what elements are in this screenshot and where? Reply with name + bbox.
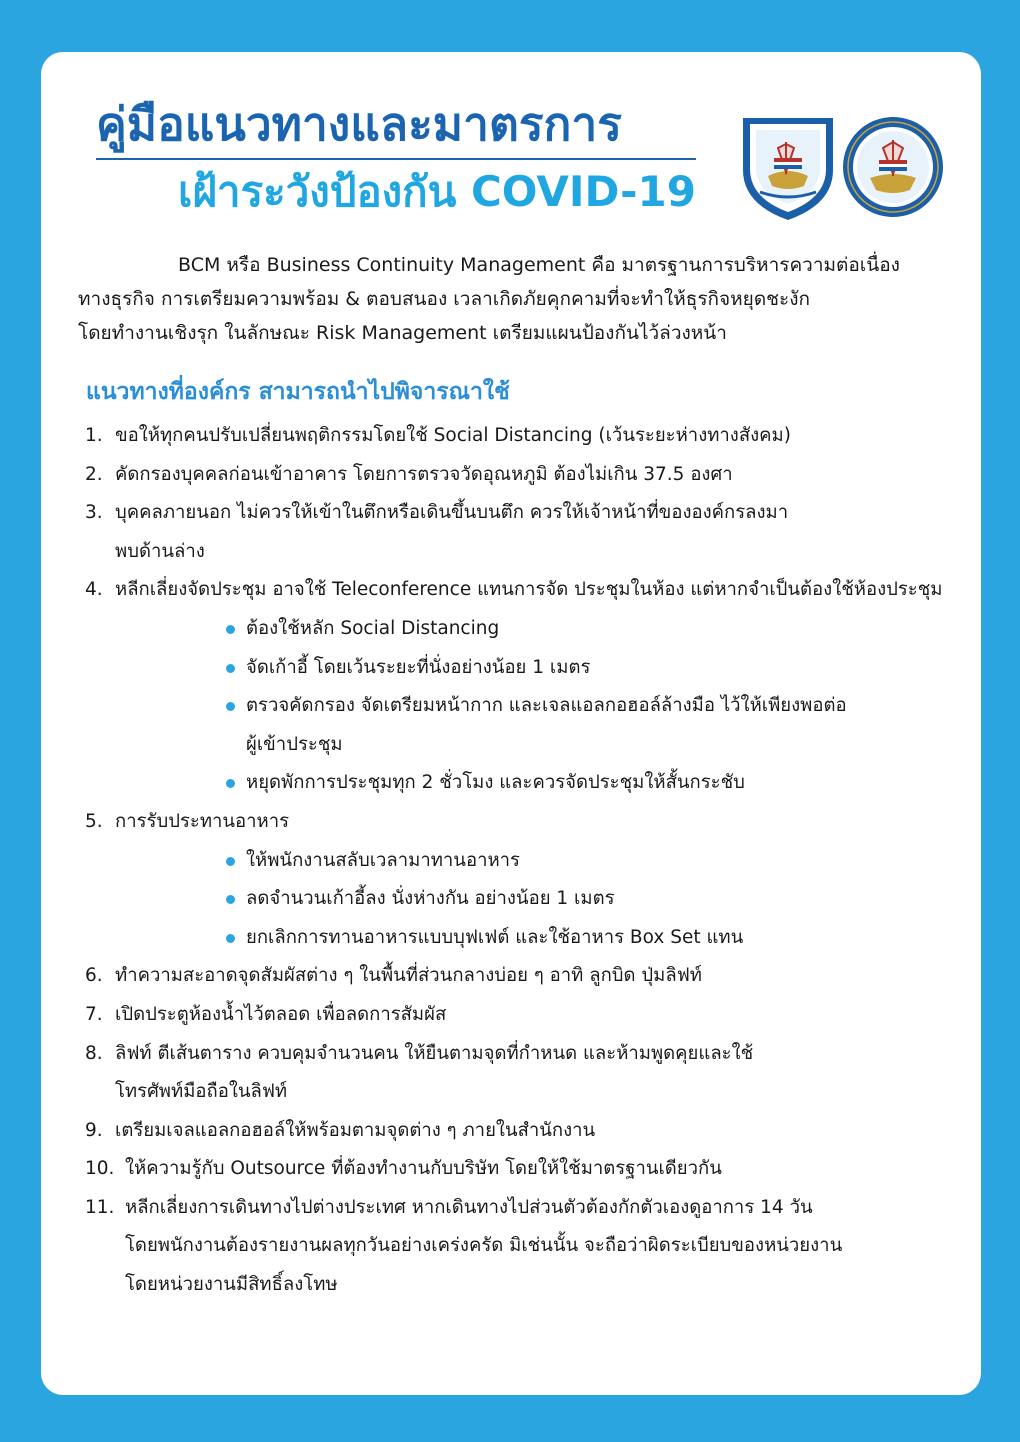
section-heading: แนวทางที่องค์กร สามารถนำไปพิจารณาใช้: [86, 379, 510, 405]
item-text: ขอให้ทุกคนปรับเปลี่ยนพฤติกรรมโดยใช้ Social Distancing (เว้นระยะห่างทางสังคม): [115, 425, 791, 446]
sub-title: เฝ้าระวังป้องกัน COVID-19: [178, 167, 696, 216]
bullet-dot-icon: [226, 895, 235, 904]
list-item: [85, 996, 985, 1035]
item-text-continued: โดยหน่วยงานมีสิทธิ์ลงโทษ: [125, 1274, 338, 1296]
item-number: 10.: [85, 1158, 115, 1180]
item-number: 1.: [85, 425, 103, 446]
list-item: [85, 1189, 985, 1305]
bullet-dot-icon: [226, 934, 235, 943]
item-number: 6.: [85, 965, 103, 987]
item-number: 9.: [85, 1119, 103, 1141]
list-item: [85, 417, 985, 456]
sub-item: [85, 687, 985, 764]
sub-item-text-continued: ผู้เข้าประชุม: [246, 733, 343, 755]
item-number: 11.: [85, 1196, 115, 1218]
sub-item: [85, 649, 985, 688]
item-text: คัดกรองบุคคลก่อนเข้าอาคาร โดยการตรวจวัดอุณหภูมิ ต้องไม่เกิน 37.5 องศา: [115, 463, 733, 485]
logo-group: [738, 112, 948, 222]
item-number: 5.: [85, 810, 103, 832]
item-text: ให้ความรู้กับ Outsource ที่ต้องทำงานกับบริษัท โดยให้ใช้มาตรฐานเดียวกัน: [125, 1158, 722, 1180]
list-item: [85, 456, 985, 495]
list-item: [85, 803, 985, 842]
board-of-trade-logo: [843, 117, 943, 217]
list-item: [85, 494, 985, 571]
item-text: เตรียมเจลแอลกอฮอล์ให้พร้อมตามจุดต่าง ๆ ภายในสำนักงาน: [115, 1119, 596, 1141]
item-text: การรับประทานอาหาร: [115, 810, 290, 832]
list-item: [85, 1035, 985, 1112]
sub-item: [85, 919, 985, 958]
logos-svg: [738, 112, 948, 222]
sub-item-text: หยุดพักการประชุมทุก 2 ชั่วโมง และควรจัดประชุมให้สั้นกระชับ: [246, 772, 745, 794]
bullet-dot-icon: [226, 664, 235, 673]
item-number: 4.: [85, 579, 103, 601]
sub-item-text: ให้พนักงานสลับเวลามาทานอาหาร: [246, 849, 520, 871]
item-text-continued: พบด้านล่าง: [115, 540, 205, 562]
item-text: บุคคลภายนอก ไม่ควรให้เข้าในตึกหรือเดินขึ้นบนตึก ควรให้เจ้าหน้าที่ขององค์กรลงมา: [115, 502, 789, 524]
item-text: ทำความสะอาดจุดสัมผัสต่าง ๆ ในพื้นที่ส่วนกลางบ่อย ๆ อาทิ ลูกบิด ปุ่มลิฟท์: [115, 965, 702, 987]
sub-item: [85, 842, 985, 881]
intro-text-1: BCM หรือ Business Continuity Management คือ มาตรฐานการบริหารความต่อเนื่อง: [178, 254, 900, 276]
intro-paragraph: [78, 248, 948, 350]
item-number: 8.: [85, 1042, 103, 1064]
item-number: 3.: [85, 502, 103, 524]
sub-item: [85, 610, 985, 649]
item-text-continued: โทรศัพท์มือถือในลิฟท์: [115, 1081, 288, 1103]
sub-item-text: ลดจำนวนเก้าอี้ลง นั่งห่างกัน อย่างน้อย 1 เมตร: [246, 888, 615, 910]
sub-item-text: ตรวจคัดกรอง จัดเตรียมหน้ากาก และเจลแอลกอฮอล์ล้างมือ ไว้ให้เพียงพอต่อ: [246, 695, 847, 717]
item-text: เปิดประตูห้องน้ำไว้ตลอด เพื่อลดการสัมผัส: [115, 1003, 447, 1025]
bullet-dot-icon: [226, 779, 235, 788]
title-block: [96, 92, 701, 220]
item-text: หลีกเลี่ยงการเดินทางไปต่างประเทศ หากเดินทางไปส่วนตัวต้องกักตัวเองดูอาการ 14 วัน: [125, 1196, 813, 1218]
intro-line-1: [78, 248, 948, 282]
item-text: ลิฟท์ ตีเส้นตาราง ควบคุมจำนวนคน ให้ยืนตามจุดที่กำหนด และห้ามพูดคุยและใช้: [115, 1042, 754, 1064]
list-item: [85, 571, 985, 610]
list-item: [85, 1112, 985, 1151]
sub-item-text: ยกเลิกการทานอาหารแบบบุฟเฟต์ และใช้อาหาร Box Set แทน: [246, 926, 744, 948]
bullet-dot-icon: [226, 857, 235, 866]
intro-line-2: ทางธุรกิจ การเตรียมความพร้อม & ตอบสนอง เวลาเกิดภัยคุกคามที่จะทำให้ธุรกิจหยุดชะงัก: [78, 288, 811, 310]
intro-line-3: โดยทำงานเชิงรุก ในลักษณะ Risk Management เตรียมแผนป้องกันไว้ล่วงหน้า: [78, 322, 727, 344]
guideline-list: [85, 417, 985, 1305]
item-number: 2.: [85, 463, 103, 485]
sub-item-text: ต้องใช้หลัก Social Distancing: [246, 617, 500, 639]
sub-item: [85, 764, 985, 803]
item-text-continued: โดยพนักงานต้องรายงานผลทุกวันอย่างเคร่งครัด มิเช่นนั้น จะถือว่าผิดระเบียบของหน่วยงาน: [125, 1235, 843, 1257]
item-number: 7.: [85, 1003, 103, 1025]
thai-chamber-of-commerce-logo: [743, 118, 833, 220]
document-card: [41, 52, 981, 1395]
bullet-dot-icon: [226, 625, 235, 634]
item-text: หลีกเลี่ยงจัดประชุม อาจใช้ Teleconference แทนการจัด ประชุมในห้อง แต่หากจำเป็นต้องใช้ห้องประชุม: [115, 579, 943, 601]
main-title: คู่มือแนวทางและมาตรการ: [96, 97, 622, 151]
bullet-dot-icon: [226, 702, 235, 711]
sub-item-text: จัดเก้าอี้ โดยเว้นระยะที่นั่งอย่างน้อย 1 เมตร: [246, 656, 591, 678]
title-divider: [96, 158, 696, 160]
sub-item: [85, 880, 985, 919]
list-item: [85, 1150, 985, 1189]
list-item: [85, 957, 985, 996]
